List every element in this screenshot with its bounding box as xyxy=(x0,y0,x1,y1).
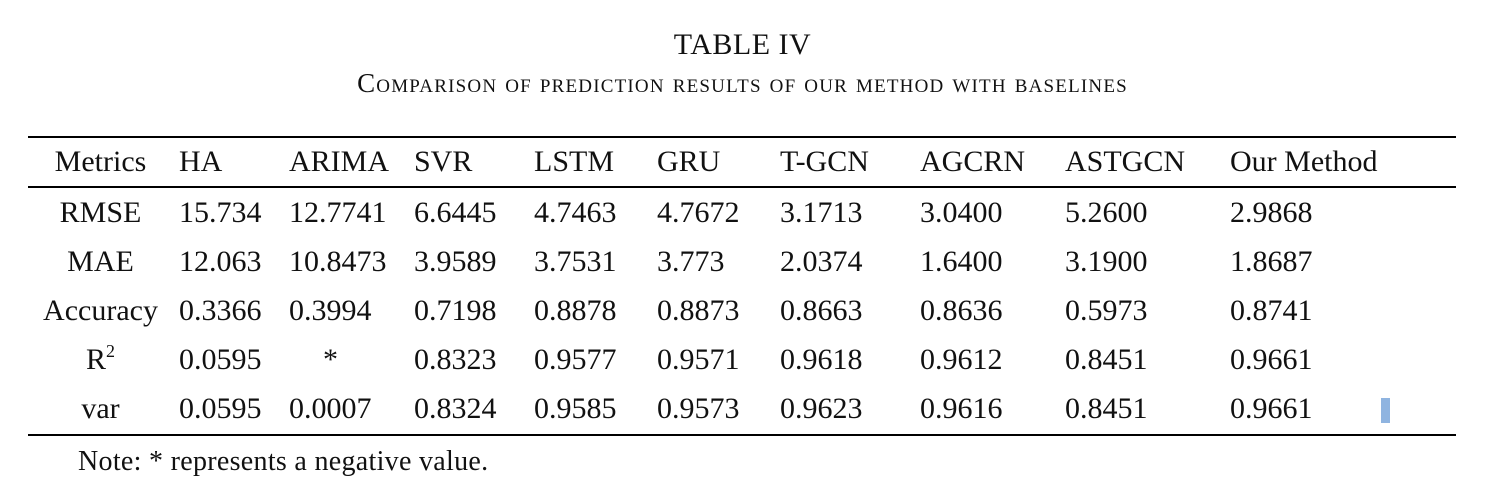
header-cell: ARIMA xyxy=(289,145,390,178)
value-cell: 0.9623 xyxy=(780,391,863,425)
metric-cell xyxy=(28,186,173,237)
metric-label: R xyxy=(85,342,106,376)
table-row xyxy=(28,384,1456,433)
metric-label: MAE xyxy=(67,244,134,278)
value-cell: 3.0400 xyxy=(920,195,1003,229)
header-cell: Our Method xyxy=(1230,145,1378,178)
metric-cell xyxy=(28,286,173,335)
header-cell: ASTGCN xyxy=(1065,145,1186,178)
header-cell: AGCRN xyxy=(920,145,1026,178)
value-cell: 0.9577 xyxy=(534,342,617,376)
header-cell: Metrics xyxy=(54,145,147,178)
value-cell: 0.0007 xyxy=(289,391,372,425)
value-cell: 0.9616 xyxy=(920,391,1003,425)
value-cell: 0.8451 xyxy=(1065,342,1148,376)
value-cell: 0.9612 xyxy=(920,342,1003,376)
table-row xyxy=(28,186,1456,237)
header-cell: T-GCN xyxy=(780,145,869,178)
value-cell: 10.8473 xyxy=(289,244,387,278)
value-cell: 12.063 xyxy=(179,244,262,278)
value-cell: 4.7463 xyxy=(534,195,617,229)
value-cell: 0.3366 xyxy=(179,293,262,327)
header-cell: GRU xyxy=(657,145,721,178)
table-title: TABLE IV xyxy=(673,28,812,61)
value-cell: 1.8687 xyxy=(1230,244,1313,278)
table-body xyxy=(28,186,1456,433)
value-cell: 0.8451 xyxy=(1065,391,1148,425)
value-cell: 0.8323 xyxy=(414,342,497,376)
value-cell: 3.1900 xyxy=(1065,244,1148,278)
value-cell: 0.7198 xyxy=(414,293,497,327)
value-cell: 15.734 xyxy=(179,195,262,229)
value-cell: 3.7531 xyxy=(534,244,617,278)
metric-label: var xyxy=(81,391,120,425)
value-cell: 0.8636 xyxy=(920,293,1003,327)
value-cell: 0.8663 xyxy=(780,293,863,327)
table-caption: Comparison of prediction results of our method with baselines xyxy=(357,68,1128,98)
metric-label: RMSE xyxy=(59,195,142,229)
value-cell: 1.6400 xyxy=(920,244,1003,278)
text-selection-marker xyxy=(1381,398,1390,423)
header-cell: HA xyxy=(179,145,223,178)
table-row xyxy=(28,286,1456,335)
value-cell: 4.7672 xyxy=(657,195,740,229)
metric-cell xyxy=(28,384,173,433)
value-cell: 3.1713 xyxy=(780,195,863,229)
header-row xyxy=(28,138,1456,186)
bottom-rule xyxy=(28,434,1456,436)
value-cell: * xyxy=(323,342,338,376)
value-cell: 0.0595 xyxy=(179,342,262,376)
metric-cell xyxy=(28,335,173,384)
value-cell: 0.9573 xyxy=(657,391,740,425)
value-cell: 3.9589 xyxy=(414,244,497,278)
results-table xyxy=(28,138,1456,433)
value-cell: 12.7741 xyxy=(289,195,387,229)
header-cell: SVR xyxy=(414,145,473,178)
value-cell: 3.773 xyxy=(657,244,725,278)
value-cell: 0.8324 xyxy=(414,391,497,425)
value-cell: 0.9571 xyxy=(657,342,740,376)
value-cell: 0.0595 xyxy=(179,391,262,425)
value-cell: 0.9661 xyxy=(1230,391,1313,425)
table-note: Note: * represents a negative value. xyxy=(78,446,489,477)
value-cell: 2.0374 xyxy=(780,244,863,278)
value-cell: 0.3994 xyxy=(289,293,372,327)
value-cell: 5.2600 xyxy=(1065,195,1148,229)
table-row xyxy=(28,237,1456,286)
value-cell: 0.9661 xyxy=(1230,342,1313,376)
value-cell: 0.9618 xyxy=(780,342,863,376)
value-cell: 0.9585 xyxy=(534,391,617,425)
value-cell: 0.5973 xyxy=(1065,293,1148,327)
value-cell: 0.8741 xyxy=(1230,293,1313,327)
value-cell: 6.6445 xyxy=(414,195,497,229)
metric-label: Accuracy xyxy=(43,293,158,327)
header-cell: LSTM xyxy=(534,145,615,178)
value-cell: 2.9868 xyxy=(1230,195,1313,229)
value-cell: 0.8873 xyxy=(657,293,740,327)
table-row xyxy=(28,335,1456,384)
metric-cell xyxy=(28,237,173,286)
metric-superscript: 2 xyxy=(106,340,115,361)
value-cell: 0.8878 xyxy=(534,293,617,327)
